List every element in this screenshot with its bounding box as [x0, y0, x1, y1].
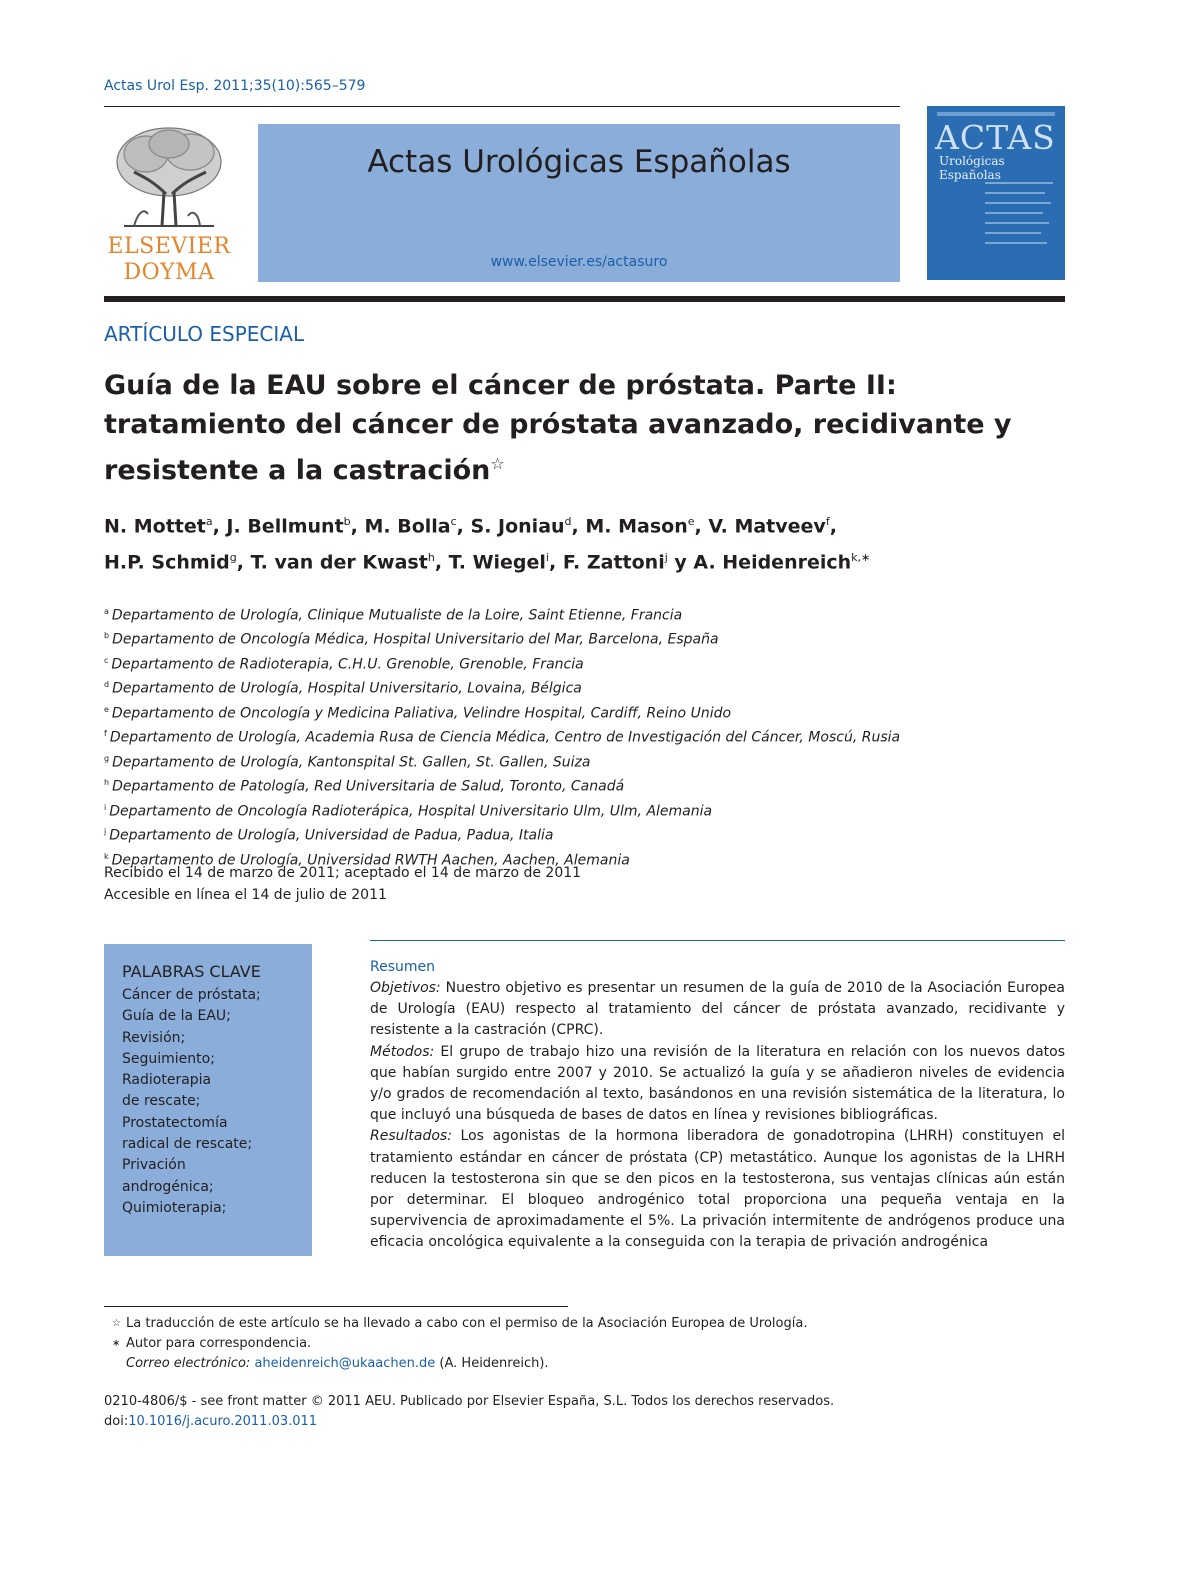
- journal-url-link[interactable]: www.elsevier.es/actasuro: [490, 254, 668, 270]
- affiliation-marker: g: [104, 753, 110, 763]
- affiliation-text: Departamento de Urología, Clinique Mutualiste de la Loire, Saint Etienne, Francia: [111, 607, 683, 624]
- abstract-section-label: Métodos:: [370, 1043, 435, 1060]
- author-name: A. Heidenreich: [693, 551, 852, 574]
- author-name: H.P. Schmid: [104, 551, 230, 574]
- email-label: Correo electrónico:: [126, 1356, 251, 1371]
- translation-note: La traducción de este artículo se ha llevado a cabo con el permiso de la Asociación Europea de Urología.: [126, 1316, 808, 1331]
- author-separator: ,: [694, 515, 709, 538]
- abstract-section-text: El grupo de trabajo hizo una revisión de la literatura en relación con los nuevos datos que habían surgido entre 2007 y 2010. Se actualizó la guía y se añadieron niveles de evidencia y/o grados de recomendación al texto, basándonos en una revisión sistemática de la literatura, lo que incluyó una búsqueda de bases de datos en línea y revisiones bibliográficas.: [370, 1043, 1065, 1124]
- affiliation-marker: d: [104, 680, 110, 690]
- cover-text-line: [985, 232, 1041, 234]
- email-owner: (A. Heidenreich).: [439, 1356, 549, 1371]
- footnotes: [104, 1314, 807, 1374]
- author-separator: ,: [434, 551, 449, 574]
- article-section-label: ARTÍCULO ESPECIAL: [104, 322, 305, 346]
- corresponding-footnote: [104, 1334, 807, 1354]
- author-separator: ,: [456, 515, 471, 538]
- keywords-heading: PALABRAS CLAVE: [122, 962, 261, 981]
- keyword-item: Revisión;: [122, 1029, 186, 1046]
- abstract-section-label: Objetivos:: [370, 980, 441, 996]
- cover-text-line: [985, 222, 1049, 224]
- affiliation-item: [104, 724, 900, 748]
- footnote-asterisk: ∗: [112, 1338, 121, 1349]
- affiliation-item: [104, 651, 900, 675]
- cover-text-line: [985, 202, 1051, 204]
- abstract-rule: [370, 940, 1065, 941]
- affiliation-text: Departamento de Oncología Radioterápica, Hospital Universitario Ulm, Ulm, Alemania: [109, 803, 713, 820]
- author-separator: ,: [571, 515, 586, 538]
- affiliation-marker: c: [104, 655, 109, 665]
- abstract-section-text: Nuestro objetivo es presentar un resumen de la guía de 2010 de la Asociación Europea de Urología (EAU) respecto al tratamiento del cáncer de próstata avanzado, recidivante y resistente a la castración (CPRC).: [370, 980, 1065, 1039]
- affiliation-item: [104, 700, 900, 724]
- header-thick-rule: [104, 296, 1065, 302]
- author-name: J. Bellmunt: [226, 515, 344, 538]
- corresponding-note: Autor para correspondencia.: [126, 1336, 312, 1351]
- cover-text-line: [985, 242, 1047, 244]
- affiliation-text: Departamento de Urología, Hospital Universitario, Lovaina, Bélgica: [112, 681, 582, 698]
- email-footnote: [104, 1354, 807, 1374]
- doi-label: doi:: [104, 1414, 129, 1429]
- affiliation-text: Departamento de Urología, Kantonspital St. Gallen, St. Gallen, Suiza: [112, 754, 591, 771]
- journal-cover-thumbnail-icon: [927, 106, 1065, 280]
- affiliation-list: [104, 602, 900, 871]
- author-list: [104, 506, 1065, 579]
- elsevier-logo: [104, 122, 234, 284]
- author-name: V. Matveev: [708, 515, 826, 538]
- abstract-paragraph: [370, 1126, 1065, 1253]
- author-affiliation-marker[interactable]: d: [564, 515, 572, 528]
- cover-title: ACTAS: [935, 118, 1056, 157]
- keyword-item: Prostatectomía: [122, 1114, 228, 1131]
- abstract-heading: Resumen: [370, 959, 436, 975]
- footnote-rule: [104, 1306, 568, 1307]
- author-separator: ,: [236, 551, 251, 574]
- affiliation-marker: e: [104, 704, 109, 714]
- affiliation-item: [104, 675, 900, 699]
- article-title-text: Guía de la EAU sobre el cáncer de próstata. Parte II: tratamiento del cáncer de próstata avanzado, recidivante y resistente a la castración: [104, 370, 1012, 486]
- elsevier-tree-icon: [104, 122, 234, 234]
- author-name: T. van der Kwast: [250, 551, 428, 574]
- article-dates: [104, 862, 581, 906]
- author-affiliation-marker[interactable]: h: [427, 551, 435, 565]
- author-affiliation-marker[interactable]: k,∗: [851, 551, 871, 565]
- affiliation-item: [104, 749, 900, 773]
- journal-banner: [258, 124, 900, 282]
- journal-title: Actas Urológicas Españolas: [367, 144, 791, 180]
- affiliation-marker: i: [104, 802, 107, 812]
- affiliation-text: Departamento de Urología, Universidad RWTH Aachen, Aachen, Alemania: [111, 852, 630, 869]
- affiliation-text: Departamento de Urología, Academia Rusa de Ciencia Médica, Centro de Investigación del Cáncer, Moscú, Rusia: [109, 729, 901, 746]
- abstract-paragraph: [370, 1042, 1065, 1127]
- article-title: [104, 366, 1065, 490]
- copyright-line: 0210-4806/$ - see front matter © 2011 AEU. Publicado por Elsevier España, S.L. Todos los derechos reservados.: [104, 1394, 835, 1409]
- publisher-name-elsevier: ELSEVIER: [107, 234, 231, 259]
- abstract-section-text: Los agonistas de la hormona liberadora de gonadotropina (LHRH) constituyen el tratamiento estándar en cáncer de próstata (CP) metastático. Aunque los agonistas de la LHRH reducen la testosterona sin que se den picos en la testosterona, sus ventajas clínicas aún están por determinar. El bloqueo androgénico total proporciona una pequeña ventaja en la supervivencia de aproximadamente el 5%. La privación intermitente de andrógenos produce una eficacia oncológica equivalente a la conseguida con la terapia de privación androgénica: [370, 1128, 1065, 1251]
- affiliation-text: Departamento de Patología, Red Universitaria de Salud, Toronto, Canadá: [112, 778, 625, 795]
- cover-text-line: [985, 182, 1053, 184]
- author-separator: ,: [212, 515, 227, 538]
- keyword-item: Quimioterapia;: [122, 1199, 227, 1216]
- doi-link[interactable]: 10.1016/j.acuro.2011.03.011: [128, 1414, 318, 1429]
- abstract-section-label: Resultados:: [370, 1128, 452, 1145]
- author-name: S. Joniau: [470, 515, 565, 538]
- affiliation-item: [104, 822, 900, 846]
- affiliation-marker: a: [104, 607, 109, 616]
- footnote-star: ☆: [112, 1318, 121, 1329]
- author-affiliation-marker[interactable]: i: [545, 551, 549, 565]
- affiliation-text: Departamento de Urología, Universidad de Padua, Padua, Italia: [109, 827, 554, 844]
- affiliation-text: Departamento de Oncología Médica, Hospital Universitario del Mar, Barcelona, España: [112, 632, 719, 649]
- affiliation-marker: j: [104, 827, 107, 837]
- affiliation-text: Departamento de Oncología y Medicina Paliativa, Velindre Hospital, Cardiff, Reino Unido: [111, 705, 732, 722]
- keyword-item: Seguimiento;: [122, 1050, 215, 1067]
- affiliation-item: [104, 626, 900, 650]
- keyword-item: androgénica;: [122, 1178, 214, 1195]
- author-name: M. Bolla: [364, 515, 451, 538]
- author-name: T. Wiegel: [448, 551, 546, 574]
- cover-top-strip: [937, 112, 1055, 116]
- journal-citation: Actas Urol Esp. 2011;35(10):565–579: [104, 78, 366, 94]
- copyright-block: [104, 1392, 834, 1432]
- author-affiliation-marker[interactable]: g: [229, 551, 237, 565]
- affiliation-text: Departamento de Radioterapia, C.H.U. Grenoble, Grenoble, Francia: [111, 656, 584, 673]
- cover-text-line: [985, 212, 1043, 214]
- title-footnote-star[interactable]: ☆: [490, 454, 505, 473]
- cover-subtitle: Urológicas Españolas: [939, 154, 1005, 182]
- keyword-item: radical de rescate;: [122, 1136, 253, 1153]
- keywords-panel: [104, 944, 312, 1256]
- keyword-item: Guía de la EAU;: [122, 1008, 231, 1025]
- author-name: M. Mason: [585, 515, 688, 538]
- author-affiliation-marker[interactable]: f: [825, 515, 830, 528]
- header-rule: [104, 106, 900, 107]
- translation-footnote: [104, 1314, 807, 1334]
- author-name: N. Mottet: [104, 515, 206, 538]
- author-separator: ,: [350, 515, 365, 538]
- author-affiliation-marker[interactable]: e: [687, 515, 695, 528]
- author-separator: ,: [548, 551, 563, 574]
- abstract-paragraph: [370, 978, 1065, 1042]
- doi-line: [104, 1412, 834, 1432]
- affiliation-item: [104, 773, 900, 797]
- keywords-list: [122, 985, 294, 1219]
- author-affiliation-marker[interactable]: j: [664, 551, 668, 565]
- abstract-body: [370, 978, 1065, 1254]
- affiliation-item: [104, 602, 900, 626]
- author-separator: ,: [829, 515, 837, 538]
- email-link[interactable]: aheidenreich@ukaachen.de: [254, 1356, 436, 1371]
- author-affiliation-marker[interactable]: a: [205, 515, 213, 528]
- affiliation-item: [104, 798, 900, 822]
- author-name: F. Zattoni: [562, 551, 665, 574]
- publisher-name-doyma: DOYMA: [123, 260, 215, 285]
- affiliation-marker: b: [104, 631, 110, 641]
- keyword-item: Radioterapia: [122, 1072, 212, 1089]
- keyword-item: Cáncer de próstata;: [122, 987, 261, 1003]
- keyword-item: Privación: [122, 1157, 186, 1174]
- received-date: Recibido el 14 de marzo de 2011; aceptado el 14 de marzo de 2011: [104, 865, 582, 881]
- author-affiliation-marker[interactable]: c: [450, 515, 457, 528]
- keyword-item: de rescate;: [122, 1093, 201, 1110]
- cover-text-line: [985, 192, 1045, 194]
- affiliation-marker: k: [104, 851, 109, 861]
- affiliation-marker: h: [104, 778, 110, 788]
- online-date: Accesible en línea el 14 de julio de 2011: [104, 887, 387, 903]
- author-affiliation-marker[interactable]: b: [343, 515, 351, 528]
- author-separator: y: [667, 551, 694, 574]
- affiliation-marker: f: [104, 729, 107, 739]
